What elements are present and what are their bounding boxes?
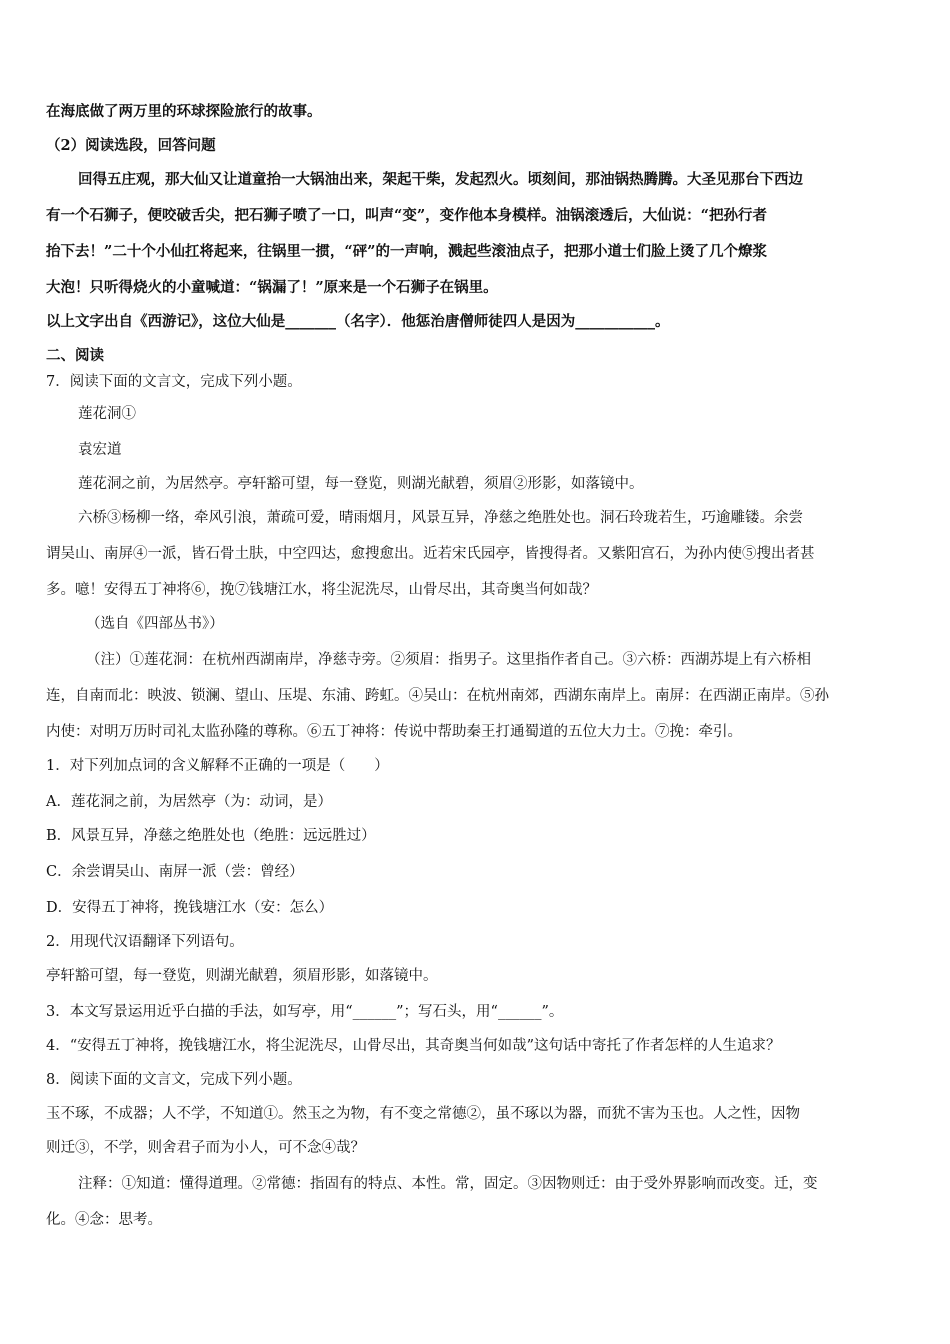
- section-2-heading: 二、阅读: [46, 347, 104, 364]
- q8-passage-line-2: 则迁③，不学，则舍君子而为小人，可不念④哉？: [46, 1140, 365, 1156]
- xiyouji-question: 以上文字出自《西游记》，这位大仙是_______（名字）．他惩治唐僧师徒四人是因为___________。: [46, 313, 670, 330]
- q8-intro: 8．阅读下面的文言文，完成下列小题。: [46, 1072, 302, 1088]
- q7-notes-line-3: 内使：对明万历时司礼太监孙隆的尊称。⑥五丁神将：传说中帮助秦王打通蜀道的五位大力士。⑦挽：牵引。: [46, 724, 742, 740]
- q7-sub3: 3．本文写景运用近乎白描的手法，如写亭，用“______”；写石头，用“______”。: [46, 1004, 564, 1020]
- q7-sub1-option-a: A．莲花洞之前，为居然亭（为：动词，是）: [46, 794, 332, 810]
- q7-para-2-line-2: 谓吴山、南屏④一派，皆石骨土肤，中空四达，愈搜愈出。近若宋氏园亭，皆搜得者。又紫阳宫石，为孙内使⑤搜出者甚: [46, 546, 815, 562]
- q7-sub4: 4．“安得五丁神将，挽钱塘江水，将尘泥洗尽，山骨尽出，其奇奥当何如哉”这句话中寄托了作者怎样的人生追求？: [46, 1038, 781, 1054]
- q7-sub1-option-b: B．风景互异，净慈之绝胜处也（绝胜：远远胜过）: [46, 828, 376, 844]
- xiyouji-passage-line-2: 有一个石狮子，便咬破舌尖，把石狮子喷了一口，叫声“变”，变作他本身模样。油锅滚透后，大仙说：“把孙行者: [46, 207, 768, 224]
- xiyouji-passage-line-1: 回得五庄观，那大仙又让道童抬一大锅油出来，架起干柴，发起烈火。顷刻间，那油锅热腾腾。大圣见那台下西边: [78, 171, 803, 188]
- q7-notes-line-1: （注）①莲花洞：在杭州西湖南岸，净慈寺旁。②须眉：指男子。这里指作者自己。③六桥：西湖苏堤上有六桥相: [86, 652, 811, 668]
- q8-notes-line-2: 化。④念：思考。: [46, 1212, 162, 1228]
- q7-sub1-option-c: C．余尝谓吴山、南屏一派（尝：曾经）: [46, 864, 304, 880]
- q7-sub2-sentence: 亭轩豁可望，每一登览，则湖光献碧，须眉形影，如落镜中。: [46, 968, 438, 984]
- q7-para-1: 莲花洞之前，为居然亭。亭轩豁可望，每一登览，则湖光献碧，须眉②形影，如落镜中。: [78, 476, 644, 492]
- q7-author: 袁宏道: [78, 442, 122, 458]
- xiyouji-passage-line-3: 抬下去！”二十个小仙扛将起来，往锅里一掼，“砰”的一声响，溅起些滚油点子，把那小道士们脸上烫了几个燎浆: [46, 243, 768, 260]
- q7-intro: 7．阅读下面的文言文，完成下列小题。: [46, 374, 302, 390]
- q7-para-2-line-3: 多。噫！安得五丁神将⑥，挽⑦钱塘江水，将尘泥洗尽，山骨尽出，其奇奥当何如哉？: [46, 582, 597, 598]
- xiyouji-passage-line-4: 大泡！只听得烧火的小童喊道：“锅漏了！”原来是一个石狮子在锅里。: [46, 279, 498, 296]
- q7-title: 莲花洞①: [78, 406, 136, 422]
- q7-sub2-stem: 2．用现代汉语翻译下列语句。: [46, 934, 244, 950]
- q8-passage-line-1: 玉不琢，不成器；人不学，不知道①。然玉之为物，有不变之常德②，虽不琢以为器，而犹不害为玉也。人之性，因物: [46, 1106, 800, 1122]
- q7-source: （选自《四部丛书》）: [86, 616, 224, 632]
- q7-notes-line-2: 连，自南而北：映波、锁澜、望山、压堤、东浦、跨虹。④吴山：在杭州南郊，西湖东南岸上。南屏：在西湖正南岸。⑤孙: [46, 688, 829, 704]
- continuation-line: 在海底做了两万里的环球探险旅行的故事。: [46, 103, 322, 120]
- q8-notes-line-1: 注释：①知道：懂得道理。②常德：指固有的特点、本性。常，固定。③因物则迁：由于受外界影响而改变。迁，变: [78, 1176, 818, 1192]
- q7-sub1-option-d: D．安得五丁神将，挽钱塘江水（安：怎么）: [46, 900, 334, 916]
- question-2-label: （2）阅读选段，回答问题: [46, 137, 216, 154]
- q7-sub1-stem: 1．对下列加点词的含义解释不正确的一项是（ ）: [46, 758, 389, 774]
- q7-para-2-line-1: 六桥③杨柳一络，牵风引浪，萧疏可爱，晴雨烟月，风景互异，净慈之绝胜处也。洞石玲珑若生，巧逾雕镂。余尝: [78, 510, 803, 526]
